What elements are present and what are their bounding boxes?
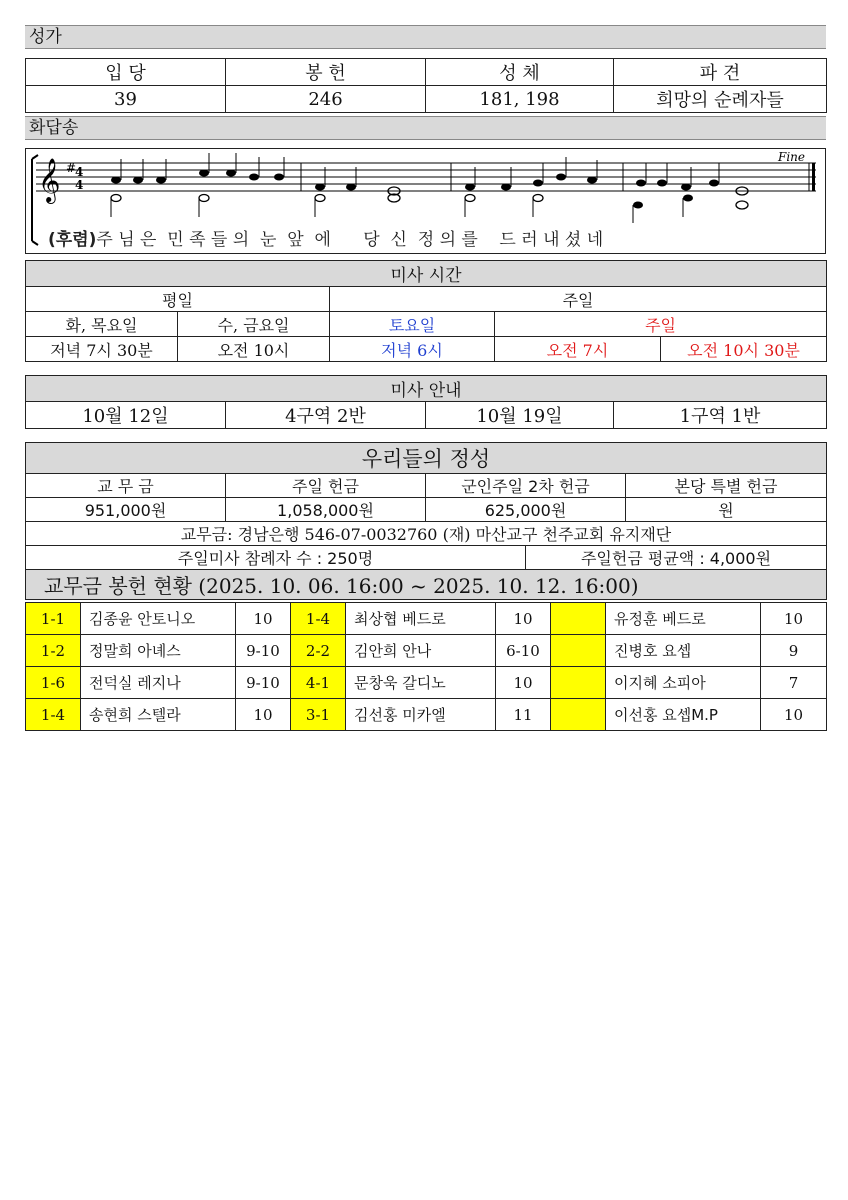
- table-row: [26, 699, 827, 731]
- district-cell: [551, 699, 606, 731]
- parishioner-name: 김안희 안나: [346, 635, 496, 667]
- district-cell: 2-2: [291, 635, 346, 667]
- guide-date-2: 10월 19일: [426, 402, 614, 429]
- hymn-value-entrance: 39: [26, 86, 226, 113]
- parishioner-name: 최상협 베드로: [346, 603, 496, 635]
- psalm-lyrics-line: [48, 225, 603, 250]
- svg-text:#: #: [66, 161, 77, 175]
- parishioner-name: 정말희 아녜스: [81, 635, 236, 667]
- mass-times-title: 미사 시간: [26, 261, 827, 287]
- hymn-header-recessional: 파 견: [614, 59, 827, 86]
- offering-header-diocese: 교 무 금: [26, 474, 226, 498]
- mass-guide-table: [25, 375, 827, 429]
- offerings-title: 우리들의 정성: [26, 443, 827, 474]
- months-paid: 9-10: [236, 635, 291, 667]
- hymn-header-offertory: 봉 헌: [226, 59, 426, 86]
- day-saturday: 토요일: [330, 312, 495, 337]
- months-paid: 9-10: [236, 667, 291, 699]
- sunday-label: 주일: [330, 287, 827, 312]
- day-tue-thu: 화, 목요일: [26, 312, 178, 337]
- hymn-section-title: 성가: [25, 25, 826, 49]
- svg-text:4: 4: [75, 178, 84, 192]
- mass-times-table: [25, 260, 827, 362]
- contributions-wrap: [25, 602, 826, 731]
- day-wed-fri: 수, 금요일: [178, 312, 330, 337]
- psalm-score: [25, 148, 826, 254]
- time-sunday-late: 오전 10시 30분: [661, 337, 827, 362]
- table-row: [26, 667, 827, 699]
- time-wed-fri: 오전 10시: [178, 337, 330, 362]
- attendance-count: 주일미사 참례자 수 : 250명: [26, 546, 526, 570]
- months-paid: 11: [496, 699, 551, 731]
- guide-date-1: 10월 12일: [26, 402, 226, 429]
- contribution-status-title: 교무금 봉헌 현황 (2025. 10. 06. 16:00 ~ 2025. 10. 12. 16:00): [26, 570, 827, 600]
- district-cell: 3-1: [291, 699, 346, 731]
- offering-header-military: 군인주일 2차 헌금: [426, 474, 626, 498]
- refrain-label: (후렴): [48, 230, 97, 250]
- time-tue-thu: 저녁 7시 30분: [26, 337, 178, 362]
- parishioner-name: 송현희 스텔라: [81, 699, 236, 731]
- day-sunday: 주일: [495, 312, 827, 337]
- hymn-header-communion: 성 체: [426, 59, 614, 86]
- average-offering: 주일헌금 평균액 : 4,000원: [526, 546, 827, 570]
- svg-text:4: 4: [75, 165, 84, 179]
- hymn-table-wrap: [25, 58, 826, 113]
- hymn-value-recessional: 희망의 순례자들: [614, 86, 827, 113]
- offerings-table: [25, 442, 827, 600]
- district-cell: 1-2: [26, 635, 81, 667]
- parishioner-name: 유정훈 베드로: [606, 603, 761, 635]
- parishioner-name: 이선홍 요셉M.P: [606, 699, 761, 731]
- weekday-label: 평일: [26, 287, 330, 312]
- offering-value-military: 625,000원: [426, 498, 626, 522]
- hymn-table: [25, 58, 827, 113]
- months-paid: 10: [236, 699, 291, 731]
- mass-guide-title: 미사 안내: [26, 376, 827, 402]
- guide-group-2: 1구역 1반: [614, 402, 827, 429]
- table-row: [26, 635, 827, 667]
- district-cell: 1-6: [26, 667, 81, 699]
- district-cell: [551, 603, 606, 635]
- fine-marking: Fine: [778, 150, 805, 164]
- hymn-header-entrance: 입 당: [26, 59, 226, 86]
- table-row: [26, 603, 827, 635]
- mass-times-wrap: [25, 260, 826, 362]
- months-paid: 10: [761, 699, 827, 731]
- district-cell: 1-4: [26, 699, 81, 731]
- months-paid: 6-10: [496, 635, 551, 667]
- district-cell: 4-1: [291, 667, 346, 699]
- hymn-value-communion: 181, 198: [426, 86, 614, 113]
- months-paid: 10: [496, 667, 551, 699]
- months-paid: 9: [761, 635, 827, 667]
- offering-header-sunday: 주일 헌금: [226, 474, 426, 498]
- parishioner-name: 문창욱 갈디노: [346, 667, 496, 699]
- guide-group-1: 4구역 2반: [226, 402, 426, 429]
- parishioner-name: 이지혜 소피아: [606, 667, 761, 699]
- psalm-lyrics: 주 님 은 민 족 들 의 눈 앞 에 당 신 정 의 를 드 러 내 셨 네: [96, 230, 604, 250]
- hymn-value-offertory: 246: [226, 86, 426, 113]
- district-cell: 1-4: [291, 603, 346, 635]
- contributions-table: [25, 602, 827, 731]
- offering-value-diocese: 951,000원: [26, 498, 226, 522]
- svg-text:𝄞: 𝄞: [38, 158, 61, 202]
- psalm-section-title: 화답송: [25, 116, 826, 140]
- offering-value-special: 원: [626, 498, 827, 522]
- months-paid: 7: [761, 667, 827, 699]
- offering-header-special: 본당 특별 헌금: [626, 474, 827, 498]
- district-cell: [551, 667, 606, 699]
- mass-guide-wrap: [25, 375, 826, 429]
- months-paid: 10: [496, 603, 551, 635]
- time-saturday: 저녁 6시: [330, 337, 495, 362]
- offering-value-sunday: 1,058,000원: [226, 498, 426, 522]
- parishioner-name: 전덕실 레지나: [81, 667, 236, 699]
- bank-account-info: 교무금: 경남은행 546-07-0032760 (재) 마산교구 천주교회 유지재단: [26, 522, 827, 546]
- district-cell: 1-1: [26, 603, 81, 635]
- parishioner-name: 김종윤 안토니오: [81, 603, 236, 635]
- months-paid: 10: [761, 603, 827, 635]
- parishioner-name: 진병호 요셉: [606, 635, 761, 667]
- district-cell: [551, 635, 606, 667]
- offerings-wrap: [25, 442, 826, 600]
- time-sunday-early: 오전 7시: [495, 337, 661, 362]
- parishioner-name: 김선홍 미카엘: [346, 699, 496, 731]
- months-paid: 10: [236, 603, 291, 635]
